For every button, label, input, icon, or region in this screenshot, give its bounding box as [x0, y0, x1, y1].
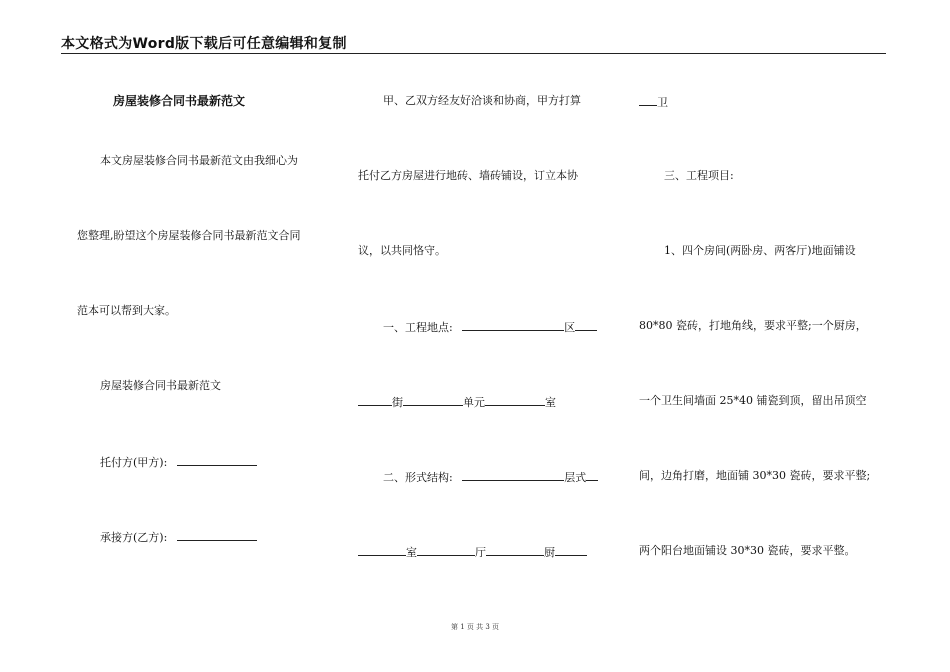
- structure-line-2: [358, 544, 587, 560]
- document-title: 房屋装修合同书最新范文: [113, 94, 246, 108]
- site-blank-2: [575, 319, 597, 331]
- party-a-blank: [177, 454, 257, 466]
- party-a-line: [100, 454, 257, 470]
- item1-line-1: 1、四个房间(两卧房、两客厅)地面铺设: [664, 244, 856, 257]
- page-number: 第 1 页 共 3 页: [450, 623, 500, 631]
- agreement-line-1: 甲、乙双方经友好洽谈和协商，甲方打算: [383, 94, 581, 107]
- item1-line-3: 一个卫生间墙面 25*40 铺瓷到顶，留出吊顶空: [639, 394, 867, 407]
- structure-room: 室: [406, 546, 417, 559]
- agreement-line-2: 托付乙方房屋进行地砖、墙砖铺设，订立本协: [358, 169, 578, 182]
- item1-line-2: 80*80 瓷砖，打地角线，要求平整;一个厨房，: [639, 319, 867, 332]
- site-line-1: [383, 319, 597, 335]
- site-label: 一、工程地点:: [383, 321, 453, 334]
- structure-floor: 层式: [564, 471, 587, 484]
- agreement-line-3: 议，以共同恪守。: [358, 244, 446, 257]
- bath-blank: [639, 94, 657, 106]
- structure-blank-4: [417, 544, 475, 556]
- bath-label: 卫: [657, 96, 668, 109]
- structure-hall: 厅: [475, 546, 486, 559]
- party-b-line: [100, 529, 257, 545]
- structure-blank-1: [462, 469, 564, 481]
- structure-blank-5: [486, 544, 544, 556]
- structure-kitchen: 厨: [544, 546, 555, 559]
- item1-line-4: 间，边角打磨，地面铺 30*30 瓷砖，要求平整;: [639, 469, 871, 482]
- header-divider: [61, 53, 886, 54]
- site-blank-3: [358, 394, 392, 406]
- items-heading: 三、工程项目:: [664, 169, 734, 182]
- structure-blank-3: [358, 544, 406, 556]
- site-blank-4: [403, 394, 463, 406]
- intro-line-3: 范本可以帮到大家。: [77, 304, 176, 317]
- structure-blank-6: [555, 544, 587, 556]
- site-district: 区: [564, 321, 576, 334]
- party-b-blank: [177, 529, 257, 541]
- subtitle: 房屋装修合同书最新范文: [100, 379, 221, 392]
- party-a-label: 托付方(甲方):: [100, 456, 168, 469]
- structure-label: 二、形式结构:: [383, 471, 453, 484]
- structure-line-1: [383, 469, 598, 485]
- site-street: 街: [392, 396, 403, 409]
- intro-line-2: 您整理,盼望这个房屋装修合同书最新范文合同: [77, 229, 301, 242]
- bath-line: [639, 94, 668, 110]
- site-blank-5: [485, 394, 545, 406]
- site-line-2: [358, 394, 556, 410]
- structure-blank-2: [586, 469, 598, 481]
- document-header: 本文格式为Word版下载后可任意编辑和复制: [61, 36, 347, 52]
- party-b-label: 承接方(乙方):: [100, 531, 168, 544]
- site-blank-1: [462, 319, 564, 331]
- site-unit: 单元: [463, 396, 485, 409]
- site-room: 室: [545, 396, 556, 409]
- intro-line-1: 本文房屋装修合同书最新范文由我细心为: [100, 154, 298, 167]
- item1-line-5: 两个阳台地面铺设 30*30 瓷砖，要求平整。: [639, 544, 856, 557]
